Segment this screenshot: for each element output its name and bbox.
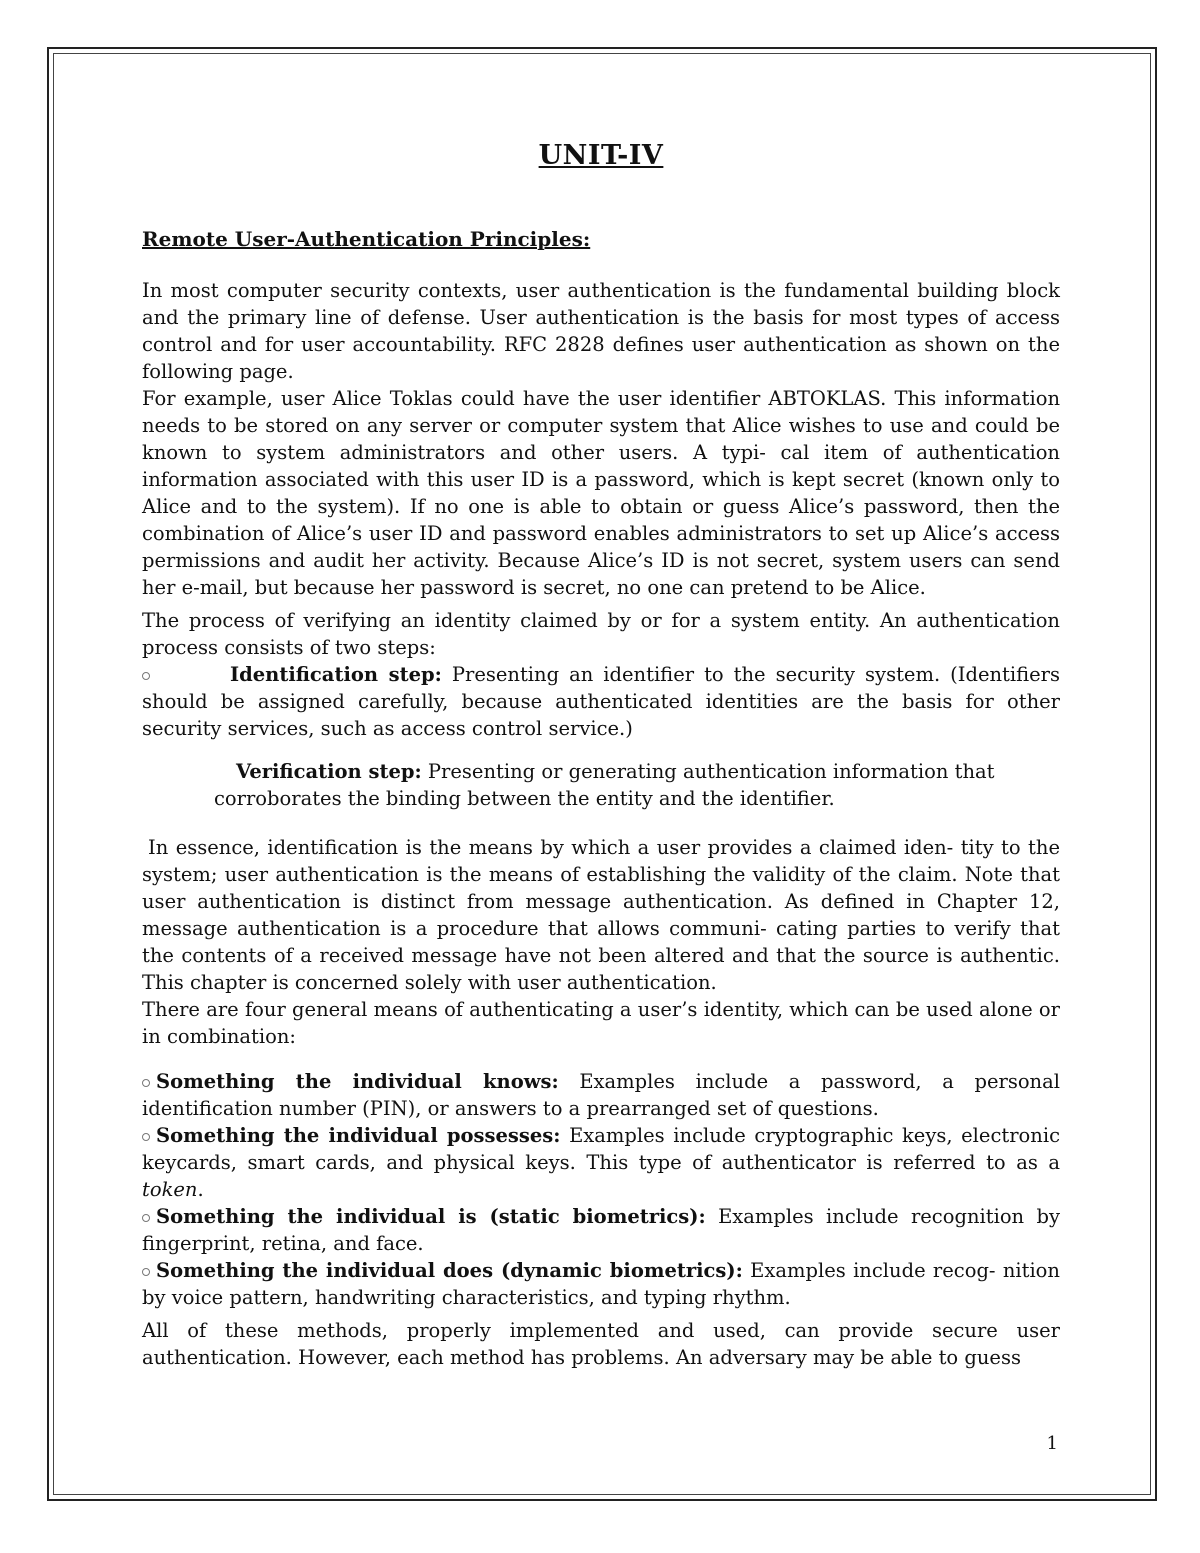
bullet-icon (142, 1214, 150, 1222)
bullet-icon (142, 1079, 150, 1087)
list-item-label: Something the individual is (static biometrics): (156, 1205, 706, 1228)
identification-step (142, 661, 1060, 742)
identification-step-label: Identification step: (230, 663, 442, 686)
paragraph-four-means: There are four general means of authenticating a user’s identity, which can be used alone or in combination: (142, 998, 1060, 1048)
identification-step-text: Presenting an identifier to the security system. (Identifiers should be assigned carefully, because authenticated identities are the basis for other security services, such as access control service.) (142, 663, 1060, 740)
list-item (142, 1257, 1060, 1311)
verification-step (142, 758, 1060, 812)
list-item-italic: token (142, 1178, 198, 1201)
list-item-text: Examples include a password, a personal identification number (PIN), or answers to a prearranged set of questions. (142, 1070, 1060, 1120)
verification-step-text: Presenting or generating authentication information that (421, 760, 995, 783)
list-item-label: Something the individual knows: (156, 1070, 559, 1093)
list-item (142, 1203, 1060, 1257)
bullet-icon (142, 1133, 150, 1141)
verification-step-continuation: corroborates the binding between the entity and the identifier. (214, 787, 835, 810)
means-list (142, 1068, 1060, 1311)
page-number: 1 (1046, 1433, 1058, 1454)
document-body (142, 140, 1060, 1371)
list-item-text: Examples include cryptographic keys, electronic keycards, smart cards, and physical keys. This type of authenticator is referred to as a (142, 1124, 1060, 1174)
section-heading: Remote User-Authentication Principles: (142, 227, 591, 251)
list-item-label: Something the individual possesses: (156, 1124, 561, 1147)
list-item-text: Examples include recognition by fingerprint, retina, and face. (142, 1205, 1060, 1255)
list-item-tail: . (197, 1178, 204, 1201)
list-item-text: Examples include recog- nition by voice pattern, handwriting characteristics, and typing rhythm. (142, 1259, 1060, 1309)
list-item (142, 1122, 1060, 1203)
paragraph-process: The process of verifying an identity claimed by or for a system entity. An authentication process consists of two steps: (142, 609, 1060, 659)
bullet-icon (142, 1268, 150, 1276)
paragraph-intro: In most computer security contexts, user authentication is the fundamental building block and the primary line of defense. User authentication is the basis for most types of access control and for user accountability. RFC 2828 defines user authentication as shown on the following page. (142, 279, 1060, 383)
list-item (142, 1068, 1060, 1122)
paragraph-essence: In essence, identification is the means by which a user provides a claimed iden- tity to the system; user authentication is the means of establishing the validity of the claim. Note that user authentication is distinct from message authentication. As defined in Chapter 12, message authentication is a procedure that allows communi- cating parties to verify that the contents of a received message have not been altered and that the source is authentic. This chapter is concerned solely with user authentication. (142, 836, 1060, 994)
page-title: UNIT-IV (538, 140, 664, 171)
paragraph-final: All of these methods, properly implemented and used, can provide secure user authentication. However, each method has problems. An adversary may be able to guess (142, 1319, 1060, 1369)
verification-step-label: Verification step: (236, 760, 422, 783)
paragraph-example: For example, user Alice Toklas could have the user identifier ABTOKLAS. This information needs to be stored on any server or computer system that Alice wishes to use and could be known to system administrators and other users. A typi- cal item of authentication information associated with this user ID is a password, which is kept secret (known only to Alice and to the system). If no one is able to obtain or guess Alice’s password, then the combination of Alice’s user ID and password enables administrators to set up Alice’s access permissions and audit her activity. Because Alice’s ID is not secret, system users can send her e-mail, but because her password is secret, no one can pretend to be Alice. (142, 387, 1060, 599)
list-item-label: Something the individual does (dynamic biometrics): (156, 1259, 743, 1282)
bullet-icon (142, 672, 150, 680)
